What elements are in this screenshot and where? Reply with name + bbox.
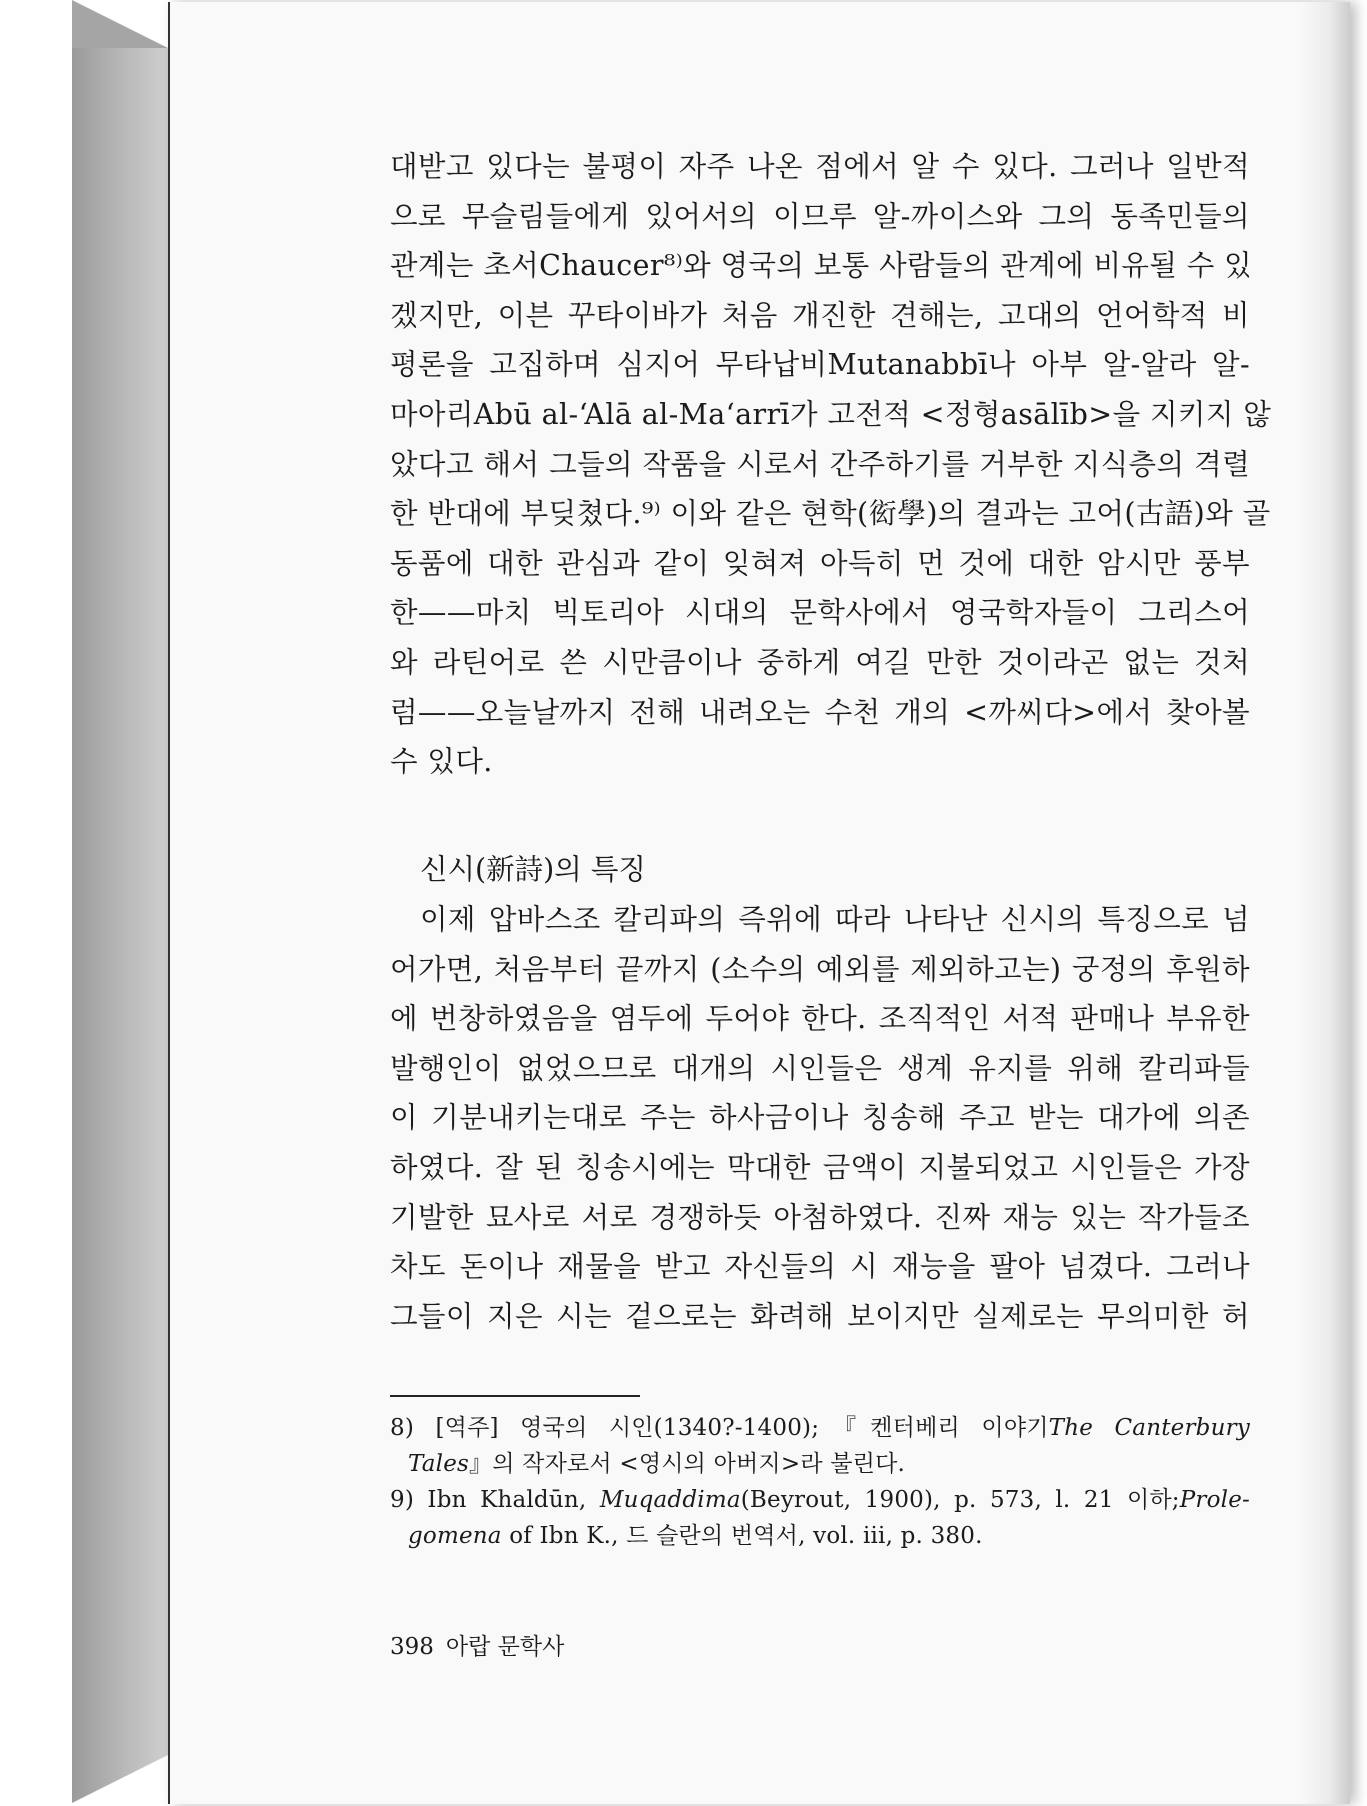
- section-heading: 신시(新詩)의 특징: [420, 853, 646, 886]
- text-line: 하였다. 잘 된 칭송시에는 막대한 금액이 지불되었고 시인들은 가장: [390, 1150, 1250, 1184]
- footnote-rule: [390, 1395, 640, 1397]
- book-spine-top: [72, 0, 168, 48]
- text-line: 으로 무슬림들에게 있어서의 이므루 알-까이스와 그의 동족민들의: [390, 199, 1250, 233]
- footnote-italic: Prole-: [1179, 1487, 1250, 1513]
- text-line: 았다고 해서 그들의 작품을 시로서 간주하기를 거부한 지식층의 격렬: [390, 447, 1250, 481]
- text-line: 와 라틴어로 쓴 시만큼이나 중하게 여길 만한 것이라곤 없는 것처: [390, 645, 1250, 679]
- text-line: 이 기분내키는대로 주는 하사금이나 칭송해 주고 받는 대가에 의존: [390, 1101, 1250, 1135]
- text-line: 이제 압바스조 칼리파의 즉위에 따라 나타난 신시의 특징으로 넘: [420, 903, 1250, 936]
- paragraph-1: [390, 142, 1272, 787]
- text-line: 관계는 초서Chaucer⁸⁾와 영국의 보통 사람들의 관계에 비유될 수 있: [390, 249, 1253, 283]
- text-line: 어가면, 처음부터 끝까지 (소수의 예외를 제외하고는) 궁정의 후원하: [390, 952, 1250, 986]
- footnote-8-line-2: [390, 1446, 1250, 1482]
- footnote-text: 8) [역주] 영국의 시인(1340?-1400);『켄터베리 이야기: [390, 1415, 1049, 1441]
- paragraph-2: [390, 895, 1250, 1341]
- footnote-text: (Beyrout, 1900), p. 573, l. 21 이하;: [740, 1487, 1180, 1513]
- text-line: 겠지만, 이븐 꾸타이바가 처음 개진한 견해는, 고대의 언어학적 비: [390, 298, 1250, 332]
- text-line: 기발한 묘사로 서로 경쟁하듯 아첨하였다. 진짜 재능 있는 작가들조: [390, 1200, 1250, 1234]
- text-line: 차도 돈이나 재물을 받고 자신들의 시 재능을 팔아 넘겼다. 그러나: [390, 1250, 1250, 1284]
- book-spine: [72, 48, 168, 1803]
- footnote-9-line-1: [390, 1482, 1250, 1518]
- text-line: 그들이 지은 시는 겉으로는 화려해 보이지만 실제로는 무의미한 허: [390, 1299, 1250, 1333]
- text-line: 럼——오늘날까지 전해 내려오는 수천 개의 <까씨다>에서 찾아볼: [390, 695, 1250, 729]
- page-edge-shadow: [1300, 2, 1350, 1804]
- page-number: 398: [390, 1634, 434, 1660]
- footnotes: [390, 1410, 1250, 1554]
- footnote-italic: Muqaddima: [599, 1487, 741, 1513]
- footnote-italic: The Canterbury: [1048, 1415, 1251, 1441]
- text-line: 동품에 대한 관심과 같이 잊혀져 아득히 먼 것에 대한 암시만 풍부: [390, 546, 1250, 580]
- footnote-text: 9) Ibn Khaldūn,: [390, 1487, 600, 1513]
- text-line: 마아리Abū al-‘Alā al-Ma‘arrī가 고전적 <정형asālīb>을 지키지 않: [390, 397, 1272, 431]
- book-spine-bottom: [72, 1755, 168, 1803]
- text-line: 평론을 고집하며 심지어 무타납비Mutanabbī나 아부 알-알라 알-: [390, 348, 1250, 382]
- book-page: [168, 2, 1350, 1804]
- text-line: 한——마치 빅토리아 시대의 문학사에서 영국학자들이 그리스어: [390, 596, 1250, 630]
- text-line: 발행인이 없었으므로 대개의 시인들은 생계 유지를 위해 칼리파들: [390, 1051, 1250, 1085]
- footnote-text: of Ibn K., 드 슬란의 번역서, vol. iii, p. 380.: [501, 1523, 983, 1549]
- footnote-9-line-2: [390, 1518, 1250, 1554]
- page-footer: [390, 1629, 576, 1665]
- footnote-text: 』의 작자로서 <영시의 아버지>라 불린다.: [469, 1451, 906, 1477]
- text-line: 수 있다.: [390, 745, 493, 779]
- text-line: 대받고 있다는 불평이 자주 나온 점에서 알 수 있다. 그러나 일반적: [390, 150, 1250, 183]
- text-line: 에 번창하였음을 염두에 두어야 한다. 조직적인 서적 판매나 부유한: [390, 1002, 1250, 1036]
- text-line: 한 반대에 부딪쳤다.⁹⁾ 이와 같은 현학(衒學)의 결과는 고어(古語)와 골: [390, 497, 1271, 531]
- footnote-italic: gomena: [408, 1523, 502, 1549]
- footnote-italic: Tales: [408, 1451, 470, 1477]
- running-title: 아랍 문학사: [445, 1634, 565, 1660]
- footnote-8-line-1: [390, 1410, 1250, 1446]
